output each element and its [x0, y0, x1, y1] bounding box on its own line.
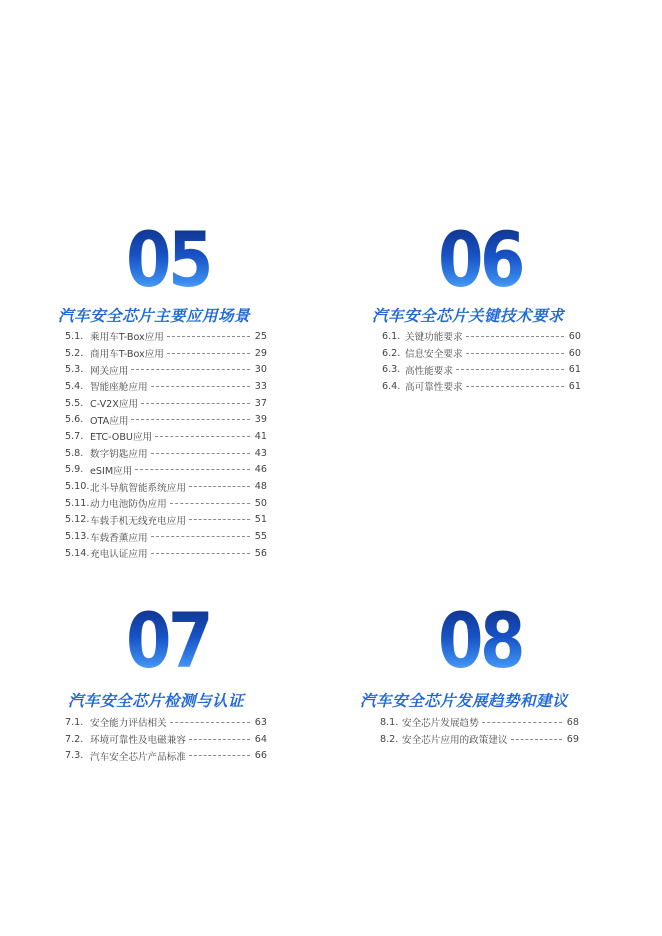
section-number-06: 06 — [437, 215, 523, 304]
toc-item-label: 乘用车T-Box应用 — [90, 332, 164, 344]
toc-item-label: 环境可靠性及电磁兼容 — [90, 735, 186, 747]
toc-leader-dots — [131, 369, 250, 370]
toc-item-number: 5.1. — [65, 330, 84, 342]
toc-leader-dots — [141, 403, 250, 404]
toc-item[interactable] — [65, 378, 267, 395]
toc-leader-dots — [189, 519, 250, 520]
toc-item-page: 30 — [254, 364, 267, 376]
toc-item-label: 关键功能要求 — [405, 332, 463, 344]
toc-leader-dots — [151, 553, 250, 554]
toc-item-label: 车载手机无线充电应用 — [90, 515, 186, 527]
toc-leader-dots — [189, 755, 250, 756]
toc-item-number: 5.6. — [65, 414, 84, 426]
toc-leader-dots — [466, 386, 564, 387]
toc-item[interactable] — [65, 731, 267, 748]
toc-item-page: 63 — [254, 716, 267, 728]
section-number-08: 08 — [437, 596, 523, 685]
toc-leader-dots — [167, 336, 250, 337]
toc-item-page: 60 — [568, 347, 581, 359]
toc-item[interactable] — [65, 495, 267, 512]
toc-item-page: 33 — [254, 380, 267, 392]
toc-item-page: 25 — [254, 330, 267, 342]
toc-item-label: 安全能力评估相关 — [90, 718, 167, 730]
toc-item-number: 5.13. — [65, 531, 90, 543]
toc-item-page: 61 — [568, 380, 581, 392]
toc-list-08 — [380, 714, 579, 747]
toc-item-number: 7.1. — [65, 716, 84, 728]
toc-item-label: eSIM应用 — [90, 465, 133, 477]
toc-item-number: 5.2. — [65, 347, 84, 359]
toc-leader-dots — [170, 503, 250, 504]
toc-item-label: 商用车T-Box应用 — [90, 349, 164, 361]
toc-item-number: 5.12. — [65, 514, 90, 526]
toc-item[interactable] — [382, 378, 581, 395]
toc-item-label: 充电认证应用 — [90, 549, 148, 561]
toc-item-number: 5.10. — [65, 481, 90, 493]
section-title-08: 汽车安全芯片发展趋势和建议 — [360, 692, 569, 710]
toc-item-label: 汽车安全芯片产品标准 — [90, 751, 186, 763]
toc-item-number: 5.8. — [65, 447, 84, 459]
toc-leader-dots — [466, 336, 564, 337]
toc-item-page: 39 — [254, 414, 267, 426]
toc-item[interactable] — [65, 545, 267, 562]
toc-item[interactable] — [65, 411, 267, 428]
toc-leader-dots — [155, 436, 250, 437]
toc-item[interactable] — [65, 512, 267, 529]
toc-item-number: 5.3. — [65, 364, 84, 376]
toc-item-page: 48 — [254, 481, 267, 493]
toc-item-page: 29 — [254, 347, 267, 359]
toc-leader-dots — [167, 353, 250, 354]
toc-item-number: 7.3. — [65, 750, 84, 762]
toc-item-label: 信息安全要求 — [405, 349, 463, 361]
toc-leader-dots — [189, 739, 250, 740]
toc-item[interactable] — [380, 731, 579, 748]
toc-item-label: 安全芯片发展趋势 — [402, 718, 479, 730]
toc-item[interactable] — [65, 428, 267, 445]
toc-item[interactable] — [382, 361, 581, 378]
toc-item[interactable] — [65, 747, 267, 764]
toc-item-page: 41 — [254, 430, 267, 442]
toc-item-page: 61 — [568, 364, 581, 376]
toc-leader-dots — [189, 486, 250, 487]
toc-item[interactable] — [382, 345, 581, 362]
toc-item-number: 6.2. — [382, 347, 401, 359]
toc-item-page: 51 — [254, 514, 267, 526]
toc-item-page: 60 — [568, 330, 581, 342]
toc-item-label: 高性能要求 — [405, 365, 453, 377]
toc-item-number: 5.7. — [65, 430, 84, 442]
toc-item-page: 66 — [254, 750, 267, 762]
toc-item[interactable] — [65, 328, 267, 345]
section-title-07: 汽车安全芯片检测与认证 — [68, 692, 245, 710]
toc-item-page: 68 — [566, 716, 579, 728]
toc-item[interactable] — [65, 361, 267, 378]
toc-item-label: C-V2X应用 — [90, 399, 139, 411]
section-number-07: 07 — [125, 596, 211, 685]
toc-item[interactable] — [65, 462, 267, 479]
toc-item-page: 50 — [254, 497, 267, 509]
toc-item[interactable] — [65, 714, 267, 731]
toc-item-label: 网关应用 — [90, 365, 129, 377]
toc-item-label: 动力电池防伪应用 — [90, 499, 167, 511]
toc-item-number: 5.9. — [65, 464, 84, 476]
section-number-05: 05 — [125, 215, 211, 304]
toc-item-label: 高可靠性要求 — [405, 382, 463, 394]
toc-item-page: 46 — [254, 464, 267, 476]
toc-item-number: 6.3. — [382, 364, 401, 376]
toc-item[interactable] — [382, 328, 581, 345]
toc-item-label: ETC-OBU应用 — [90, 432, 153, 444]
toc-leader-dots — [151, 453, 250, 454]
toc-list-05 — [65, 328, 267, 562]
toc-item[interactable] — [65, 445, 267, 462]
section-title-05: 汽车安全芯片主要应用场景 — [58, 307, 251, 325]
toc-item[interactable] — [380, 714, 579, 731]
toc-leader-dots — [135, 469, 250, 470]
toc-item-number: 8.2. — [380, 733, 399, 745]
toc-list-06 — [382, 328, 581, 395]
toc-leader-dots — [131, 419, 250, 420]
toc-item-number: 5.11. — [65, 497, 90, 509]
toc-item[interactable] — [65, 478, 267, 495]
toc-item-number: 5.5. — [65, 397, 84, 409]
toc-item-label: 数字钥匙应用 — [90, 449, 148, 461]
toc-item-page: 64 — [254, 733, 267, 745]
toc-leader-dots — [170, 722, 250, 723]
toc-item[interactable] — [65, 345, 267, 362]
toc-leader-dots — [466, 353, 564, 354]
toc-item-number: 6.4. — [382, 380, 401, 392]
toc-leader-dots — [151, 536, 250, 537]
toc-item-number: 5.4. — [65, 380, 84, 392]
toc-leader-dots — [151, 386, 250, 387]
toc-item-page: 37 — [254, 397, 267, 409]
toc-item-label: OTA应用 — [90, 415, 129, 427]
toc-item-page: 55 — [254, 531, 267, 543]
toc-item-number: 5.14. — [65, 547, 90, 559]
toc-item-page: 69 — [566, 733, 579, 745]
section-title-06: 汽车安全芯片关键技术要求 — [372, 307, 565, 325]
toc-leader-dots — [511, 739, 562, 740]
toc-item[interactable] — [65, 395, 267, 412]
toc-item-label: 智能座舱应用 — [90, 382, 148, 394]
toc-item-number: 8.1. — [380, 716, 399, 728]
toc-list-07 — [65, 714, 267, 764]
toc-item-number: 7.2. — [65, 733, 84, 745]
toc-item-page: 43 — [254, 447, 267, 459]
toc-leader-dots — [482, 722, 562, 723]
toc-item-label: 车载香薰应用 — [90, 532, 148, 544]
toc-item-label: 安全芯片应用的政策建议 — [402, 735, 508, 747]
toc-item-page: 56 — [254, 547, 267, 559]
toc-leader-dots — [456, 369, 564, 370]
toc-item-number: 6.1. — [382, 330, 401, 342]
toc-item-label: 北斗导航智能系统应用 — [90, 482, 186, 494]
toc-item[interactable] — [65, 528, 267, 545]
